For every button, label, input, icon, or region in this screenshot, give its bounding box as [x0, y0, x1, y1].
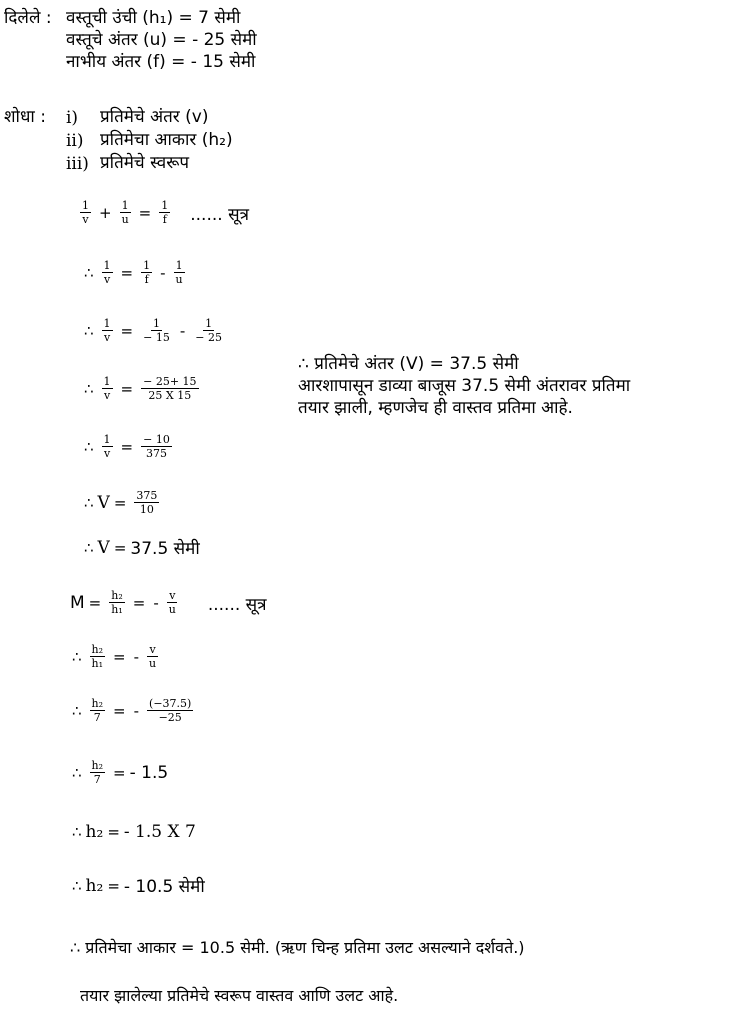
fraction: $\frac{(-37.5)}{-25}$: [149, 697, 192, 724]
fraction: $\frac{1}{v}$: [103, 375, 111, 402]
fraction: $\frac{\text{h₂}}{\text{h₁}}$: [111, 589, 123, 616]
find-item-num: i): [66, 108, 79, 128]
result-note-line: आरशापासून डाव्या बाजूस 37.5 सेमी अंतरावर प्रतिमा: [298, 376, 631, 396]
fraction: $\frac{1}{- 15}$: [143, 317, 170, 344]
result-note-line: ∴ प्रतिमेचे अंतर (V) = 37.5 सेमी: [298, 354, 519, 374]
find-item-text: प्रतिमेचे स्वरूप: [100, 153, 190, 173]
result-note-line: तयार झाली, म्हणजेच ही वास्तव प्रतिमा आहे.: [298, 398, 573, 418]
fraction: $\frac{v}{u}$: [149, 643, 157, 670]
find-item-num: iii): [66, 154, 89, 174]
fraction: $\frac{1}{u}$: [121, 199, 129, 226]
formula-note: ...... सूत्र: [190, 204, 249, 225]
step-row: ∴ $\frac{\text{h₂}}{\text{h₁}}$ = - $\frac{v}{u}$: [72, 643, 157, 670]
lens-formula-row: $\frac{1}{v}$ + $\frac{1}{u}$ = $\frac{1}{f}$ ...... सूत्र: [82, 199, 249, 226]
step-row: ∴ h₂ = - 10.5 सेमी: [72, 875, 205, 897]
formula-note: ...... सूत्र: [207, 594, 267, 615]
fraction: $\frac{- 25+ 15}{25 X 15}$: [143, 375, 197, 402]
step-row: ∴ $\frac{1}{v}$ = $\frac{- 25+ 15}{25 X 15}$: [84, 375, 197, 402]
step-row: ∴ V = 37.5 सेमी: [84, 537, 200, 559]
fraction: $\frac{\text{h₂}}{\text{h₁}}$: [91, 643, 104, 670]
fraction: $\frac{v}{u}$: [168, 589, 176, 616]
fraction: $\frac{1}{v}$: [82, 199, 89, 226]
fraction: $\frac{1}{- 25}$: [195, 317, 222, 344]
step-row: ∴ $\frac{1}{v}$ = $\frac{1}{f}$ - $\frac{1}{u}$: [84, 259, 183, 286]
step-row: ∴ $\frac{\text{h₂}}{7}$ = - $\frac{(-37.5)}{-25}$: [72, 697, 192, 724]
find-item-text: प्रतिमेचे अंतर (v): [100, 107, 209, 127]
fraction: $\frac{1}{v}$: [103, 433, 111, 460]
fraction: $\frac{1}{f}$: [143, 259, 151, 286]
magnification-formula-row: M = $\frac{\text{h₂}}{\text{h₁}}$ = - $\frac{v}{u}$ ...... सूत्र: [70, 589, 267, 616]
find-item-text: प्रतिमेचा आकार (h₂): [100, 130, 233, 150]
fraction: $\frac{375}{10}$: [136, 489, 158, 516]
given-line-focal: नाभीय अंतर (f) = - 15 सेमी: [66, 52, 256, 72]
fraction: $\frac{1}{u}$: [175, 259, 183, 286]
given-line-height: वस्तूची उंची (h₁) = 7 सेमी: [66, 8, 241, 28]
find-label: शोधा :: [4, 107, 46, 127]
fraction: $\frac{\text{h₂}}{7}$: [91, 759, 104, 786]
fraction: $\frac{- 10}{375}$: [143, 433, 170, 460]
fraction: $\frac{1}{v}$: [103, 259, 111, 286]
fraction: $\frac{1}{f}$: [161, 199, 169, 226]
given-label: दिलेले :: [4, 8, 52, 28]
conclusion-line: ∴ प्रतिमेचा आकार = 10.5 सेमी. (ऋण चिन्ह प्रतिमा उलट असल्याने दर्शवते.): [70, 938, 525, 957]
given-line-distance: वस्तूचे अंतर (u) = - 25 सेमी: [66, 30, 257, 50]
fraction: $\frac{\text{h₂}}{7}$: [91, 697, 104, 724]
fraction: $\frac{1}{v}$: [103, 317, 111, 344]
step-row: ∴ $\frac{\text{h₂}}{7}$ = - 1.5: [72, 759, 169, 786]
step-row: ∴ V = $\frac{375}{10}$: [84, 489, 158, 516]
step-row: ∴ h₂ = - 1.5 X 7: [72, 822, 196, 842]
step-row: ∴ $\frac{1}{v}$ = $\frac{1}{- 15}$ - $\frac{1}{- 25}$: [84, 317, 222, 344]
conclusion-line: तयार झालेल्या प्रतिमेचे स्वरूप वास्तव आणि उलट आहे.: [80, 986, 399, 1005]
find-item-num: ii): [66, 131, 84, 151]
step-row: ∴ $\frac{1}{v}$ = $\frac{- 10}{375}$: [84, 433, 170, 460]
